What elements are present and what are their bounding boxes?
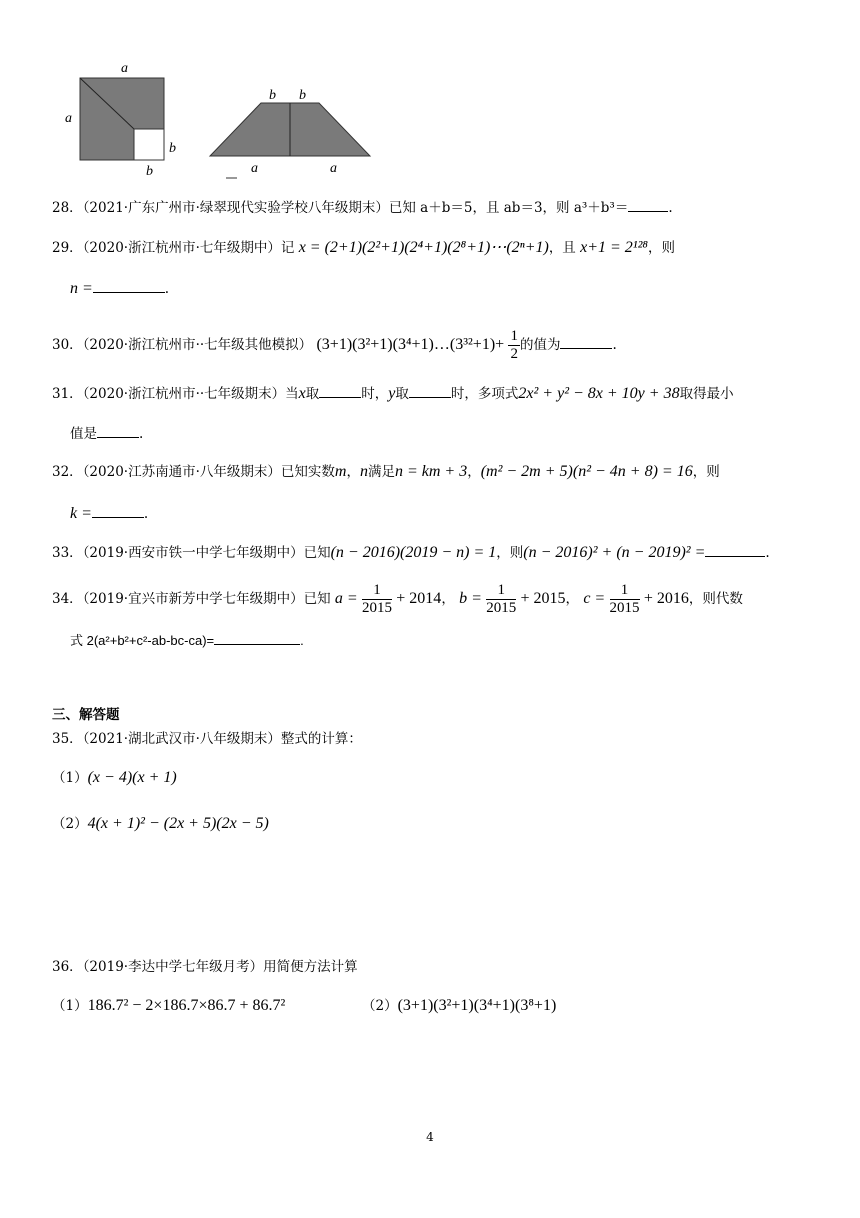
q34-source: （2019·宜兴市新芳中学七年级期中） bbox=[82, 591, 304, 607]
label-trap-bottom-right: a bbox=[330, 161, 337, 176]
q32-source: （2020·江苏南通市·八年级期末） bbox=[82, 464, 281, 480]
q34-number: 34． bbox=[52, 591, 83, 607]
q36-source: （2019·李达中学七年级月考） bbox=[82, 959, 264, 975]
label-square-right: b bbox=[169, 141, 176, 156]
q28-answer-blank bbox=[628, 197, 668, 212]
q36-number: 36． bbox=[52, 959, 83, 975]
small-square bbox=[134, 129, 164, 160]
q34-c-fraction: $\frac{1}{2015}$ bbox=[609, 582, 640, 616]
label-square-left: a bbox=[65, 111, 72, 126]
label-trap-top-left: b bbox=[269, 88, 276, 103]
q30-fraction-half: $\frac{1}{2}$ bbox=[510, 328, 518, 362]
q36-part-1: （1）186.7² − 2×186.7×86.7 + 86.7² bbox=[52, 997, 286, 1014]
question-29: 29．（2020·浙江杭州市·七年级期中）记 x = (2+1)(2²+1)(2⁴+1)(2⁸+1)⋯(2ⁿ+1)，且 x+1 = 2¹²⁸，则 bbox=[52, 239, 675, 256]
q31-blank-min bbox=[97, 423, 139, 438]
q33-source: （2019·西安市铁一中学七年级期中） bbox=[82, 545, 304, 561]
question-31: 31．（2020·浙江杭州市··七年级期末）当x取 时，y取 时，多项式2x² + y² − 8x + 10y + 38取得最小 bbox=[52, 385, 734, 402]
q33-equation-1: (n − 2016)(2019 − n) = 1 bbox=[330, 544, 497, 561]
label-trap-top-right: b bbox=[299, 88, 306, 103]
question-28: 28．（2021·广东广州市·绿翠现代实验学校八年级期末）已知 a＋b＝5，且 ab＝3，则 a³＋b³＝ . bbox=[52, 197, 673, 218]
question-34-line2: 式 2(a²+b²+c²-ab-bc-ca)= . bbox=[70, 630, 304, 651]
q33-equation-2: (n − 2016)² + (n − 2019)² = bbox=[523, 544, 706, 561]
q28-number: 28． bbox=[52, 200, 83, 216]
question-35: 35．（2021·湖北武汉市·八年级期末）整式的计算： bbox=[52, 731, 362, 747]
question-30: 30．（2020·浙江杭州市··七年级其他模拟） (3+1)(3²+1)(3⁴+1)…(3³²+1)+ $\frac{1}{2}$ 的值为 . bbox=[52, 328, 617, 362]
page-number: 4 bbox=[426, 1130, 434, 1144]
q32-equation-2: (m² − 2m + 5)(n² − 4n + 8) = 16 bbox=[480, 463, 693, 480]
section-heading-3: 三、解答题 bbox=[52, 707, 120, 723]
q31-source: （2020·浙江杭州市··七年级期末） bbox=[82, 386, 286, 402]
q31-blank-x bbox=[319, 383, 361, 398]
q33-number: 33． bbox=[52, 545, 83, 561]
q34-b-fraction: $\frac{1}{2015}$ bbox=[486, 582, 517, 616]
label-square-top: a bbox=[121, 61, 128, 76]
q36-part-2: （2）(3+1)(3²+1)(3⁴+1)(3⁸+1) bbox=[362, 997, 557, 1014]
q28-text: 已知 a＋b＝5，且 ab＝3，则 a³＋b³＝ bbox=[388, 200, 629, 216]
question-36: 36．（2019·李达中学七年级月考）用简便方法计算 bbox=[52, 959, 358, 975]
q29-source: （2020·浙江杭州市·七年级期中） bbox=[82, 240, 281, 256]
question-32: 32．（2020·江苏南通市·八年级期末）已知实数m，n满足n = km + 3，(m² − 2m + 5)(n² − 4n + 8) = 16，则 bbox=[52, 463, 720, 480]
q28-source: （2021·广东广州市·绿翠现代实验学校八年级期末） bbox=[82, 200, 389, 216]
q29-condition: x+1 = 2¹²⁸ bbox=[580, 239, 648, 256]
geometry-figure bbox=[55, 55, 385, 185]
q35-part-2: （2）4(x + 1)² − (2x + 5)(2x − 5) bbox=[52, 815, 269, 832]
q29-number: 29． bbox=[52, 240, 83, 256]
label-square-bottom: b bbox=[146, 164, 153, 179]
question-31-line2: 值是 . bbox=[70, 423, 143, 444]
q31-polynomial: 2x² + y² − 8x + 10y + 38 bbox=[518, 385, 680, 402]
q32-equation-1: n = km + 3 bbox=[394, 463, 468, 480]
q29-x-expression: x = (2+1)(2²+1)(2⁴+1)(2⁸+1)⋯(2ⁿ+1) bbox=[298, 239, 549, 256]
label-trap-bottom-left: a bbox=[251, 161, 258, 176]
q31-blank-y bbox=[409, 383, 451, 398]
q33-answer-blank bbox=[705, 542, 765, 557]
q35-part-1: （1）(x − 4)(x + 1) bbox=[52, 769, 177, 786]
q34-a-fraction: $\frac{1}{2015}$ bbox=[361, 582, 392, 616]
q35-source: （2021·湖北武汉市·八年级期末） bbox=[82, 731, 281, 747]
q35-number: 35． bbox=[52, 731, 83, 747]
q32-number: 32． bbox=[52, 464, 83, 480]
question-34: 34．（2019·宜兴市新芳中学七年级期中）已知 a = $\frac{1}{2015}$ + 2014， b = $\frac{1}{2015}$ + 2015， c = $\frac{1}{2015}$ + 2016，则代数 bbox=[52, 582, 743, 616]
question-33: 33．（2019·西安市铁一中学七年级期中）已知(n − 2016)(2019 − n) = 1，则(n − 2016)² + (n − 2019)² = . bbox=[52, 544, 770, 561]
question-32-line2: k = . bbox=[70, 505, 149, 522]
q31-number: 31． bbox=[52, 386, 83, 402]
question-29-line2: n = . bbox=[70, 280, 170, 297]
q29-answer-blank bbox=[93, 278, 165, 293]
q30-answer-blank bbox=[560, 334, 612, 349]
q30-number: 30． bbox=[52, 337, 83, 353]
q30-expression: (3+1)(3²+1)(3⁴+1)…(3³²+1)+ bbox=[316, 336, 505, 353]
q34-answer-blank bbox=[214, 630, 300, 645]
q30-source: （2020·浙江杭州市··七年级其他模拟） bbox=[82, 337, 313, 353]
q32-answer-blank bbox=[92, 503, 144, 518]
